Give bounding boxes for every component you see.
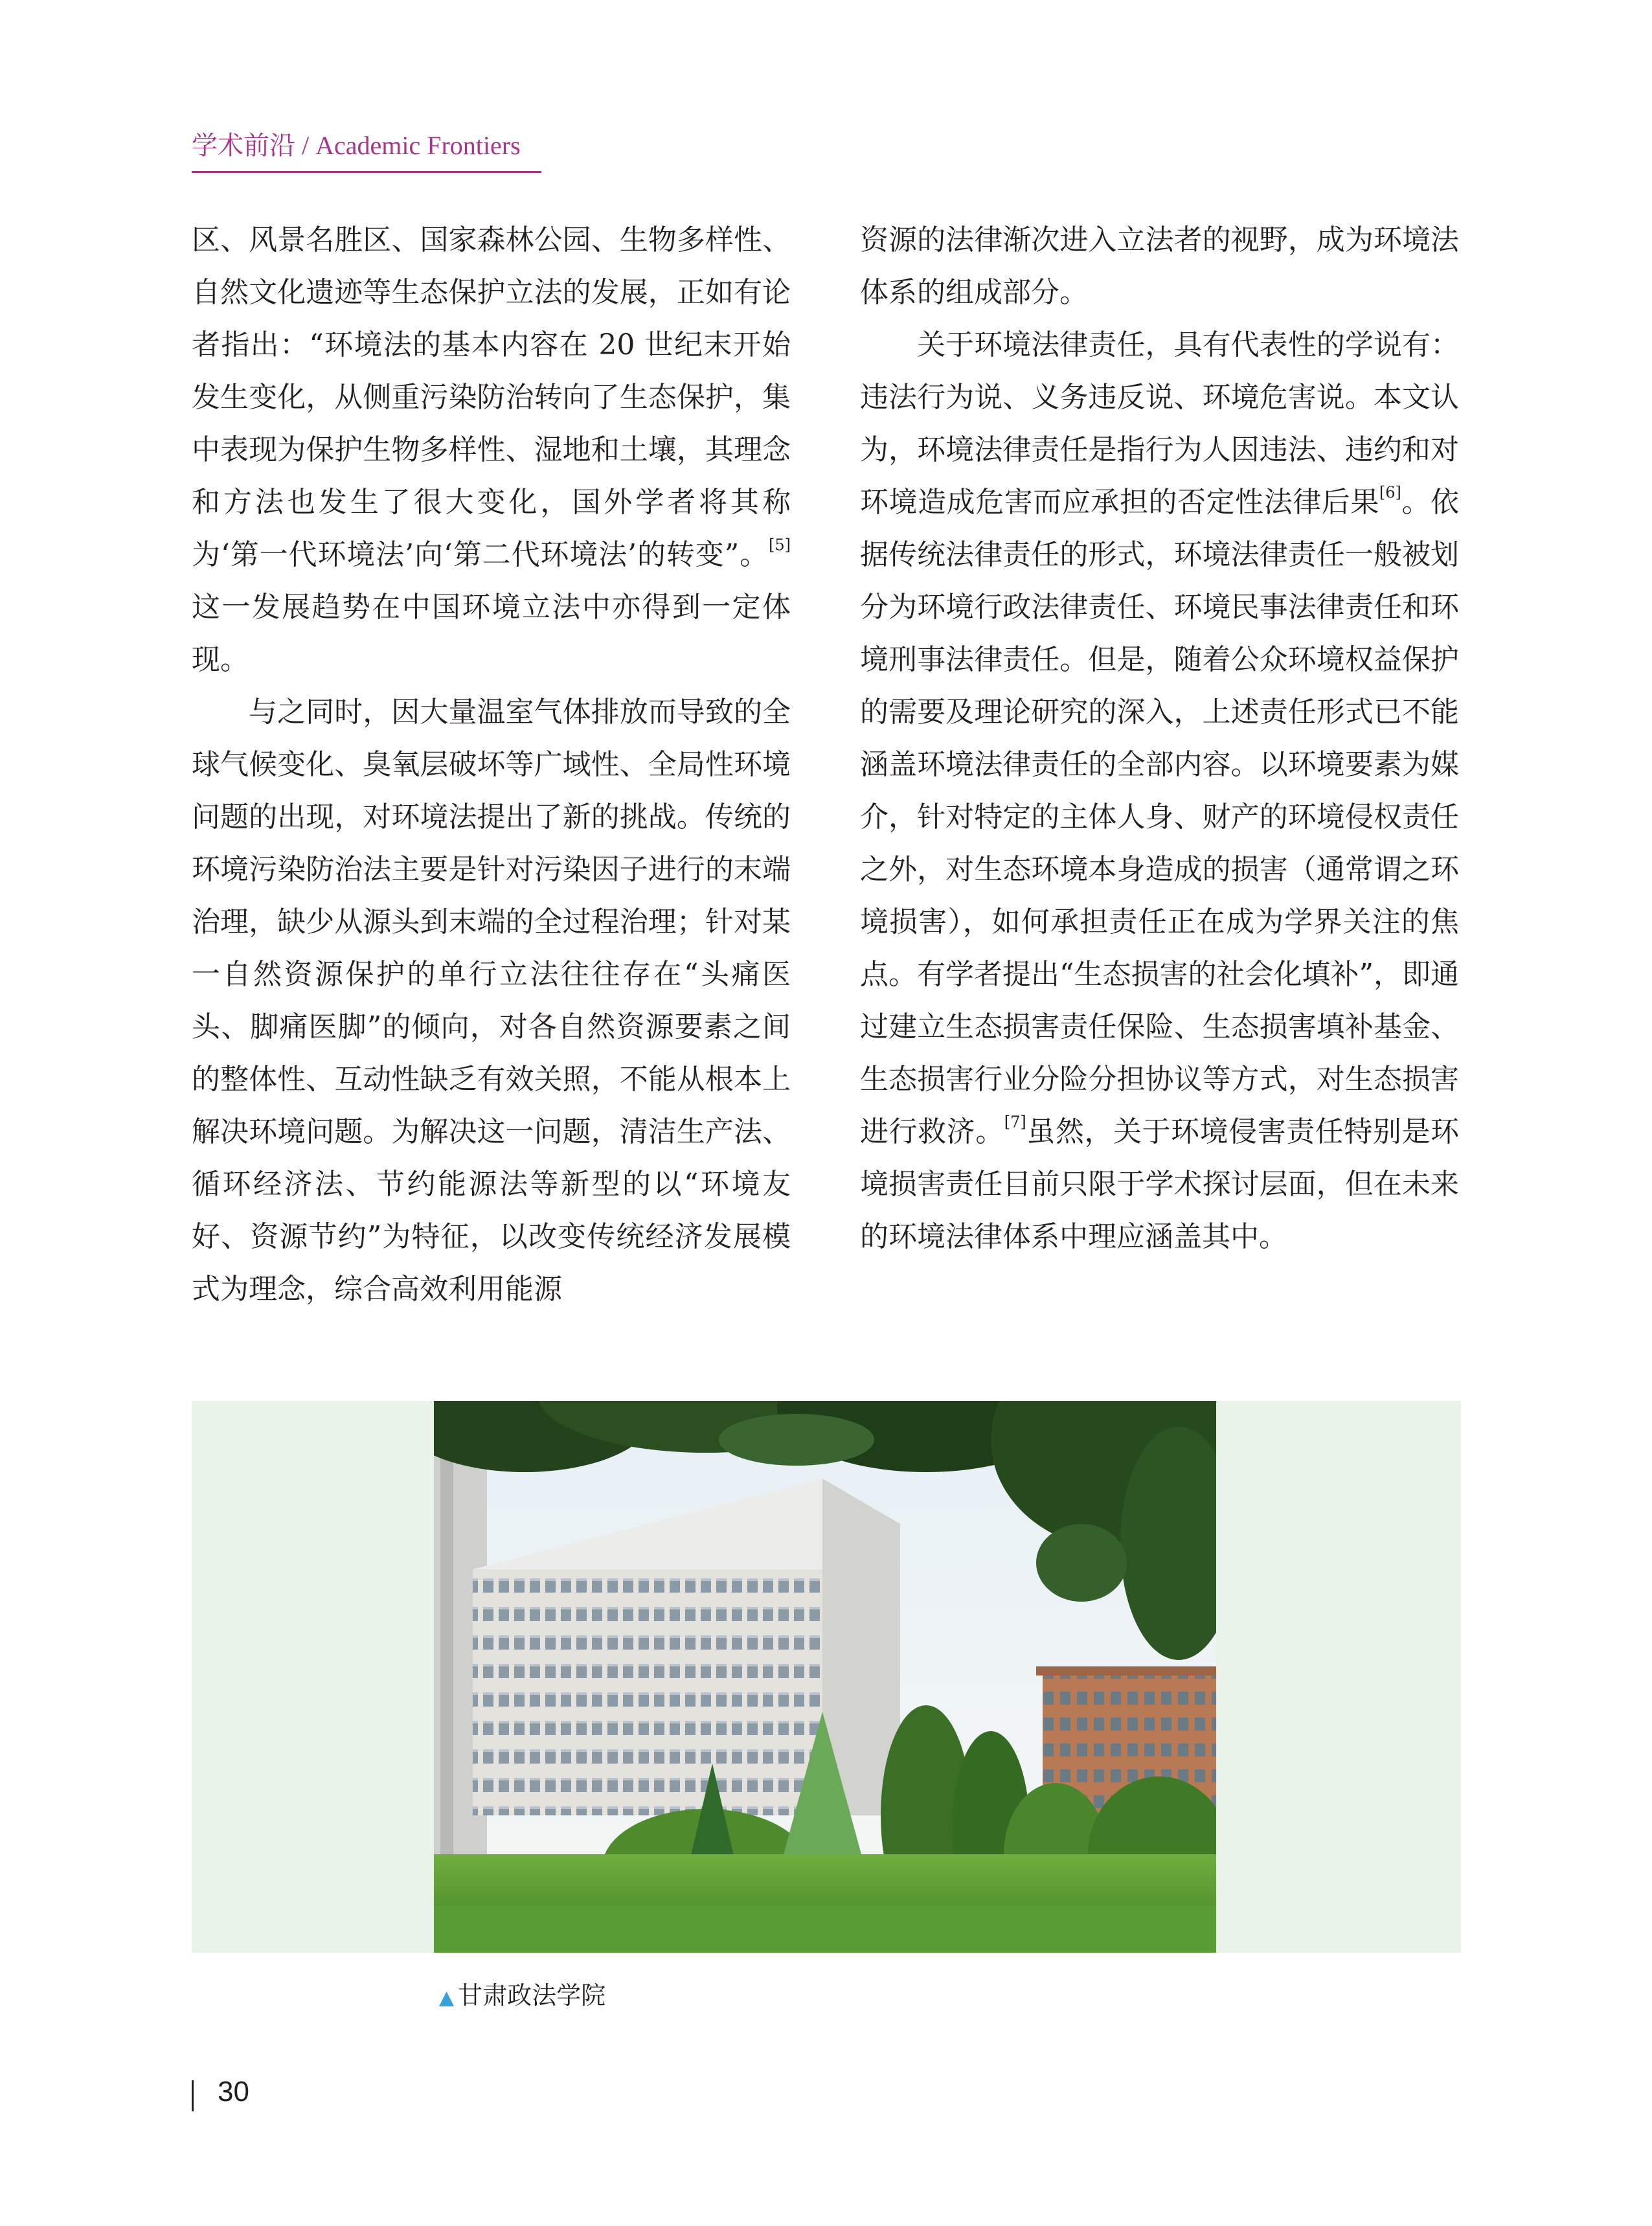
figure-caption — [439, 1975, 605, 2011]
left-paragraph-1-tail: 这一发展趋势在中国环境立法中亦得到一定体现。 — [192, 591, 791, 676]
page-number: 30 — [218, 2076, 249, 2107]
caption-triangle-icon: ▲ — [439, 1986, 455, 2009]
right-paragraph-2 — [860, 319, 1459, 1263]
caption-text: 甘肃政法学院 — [458, 1981, 606, 2010]
right-paragraph-1: 资源的法律渐次进入立法者的视野，成为环境法体系的组成部分。 — [860, 223, 1459, 309]
campus-photo — [434, 1401, 1216, 1953]
right-paragraph-2-tail: 虽然，关于环境侵害责任特别是环境损害责任目前只限于学术探讨层面，但在未来的环境法律体系中理应涵盖其中。 — [860, 1115, 1459, 1253]
left-paragraph-1-text: 区、风景名胜区、国家森林公园、生物多样性、自然文化遗迹等生态保护立法的发展，正如有论者指出：“环境法的基本内容在 20 世纪末开始发生变化，从侧重污染防治转向了生态保护，集中表现为保护生物多样性、湿地和土壤，其理念和方法也发生了很大变化，国外学者将其称为‘第一代环境法’向‘第二代环境法’的转变”。 — [192, 223, 791, 571]
left-paragraph-2: 与之同时，因大量温室气体排放而导致的全球气候变化、臭氧层破坏等广域性、全局性环境问题的出现，对环境法提出了新的挑战。传统的环境污染防治法主要是针对污染因子进行的末端治理，缺少从源头到末端的全过程治理；针对某一自然资源保护的单行立法往往存在“头痛医头、脚痛医脚”的倾向，对各自然资源要素之间的整体性、互动性缺乏有效关照，不能从根本上解决环境问题。为解决这一问题，清洁生产法、循环经济法、节约能源法等新型的以“环境友好、资源节约”为特征，以改变传统经济发展模式为理念，综合高效利用能源 — [192, 696, 791, 1306]
page-number-divider — [192, 2080, 194, 2111]
left-paragraph-1 — [192, 214, 791, 686]
right-column — [860, 214, 1459, 1263]
running-header: 学术前沿 / Academic Frontiers — [192, 125, 541, 173]
right-paragraph-2-text: 关于环境法律责任，具有代表性的学说有：违法行为说、义务违反说、环境危害说。本文认为，环境法律责任是指行为人因违法、违约和对环境造成危害而应承担的否定性法律后果 — [860, 328, 1459, 519]
citation-7: [7] — [1004, 1113, 1026, 1131]
citation-6: [6] — [1379, 483, 1401, 502]
citation-5: [5] — [769, 536, 791, 554]
right-paragraph-2-mid: 。依据传统法律责任的形式，环境法律责任一般被划分为环境行政法律责任、环境民事法律责任和环境刑事法律责任。但是，随着公众环境权益保护的需要及理论研究的深入，上述责任形式已不能涵盖环境法律责任的全部内容。以环境要素为媒介，针对特定的主体人身、财产的环境侵权责任之外，对生态环境本身造成的损害（通常谓之环境损害），如何承担责任正在成为学界关注的焦点。有学者提出“生态损害的社会化填补”，即通过建立生态损害责任保险、生态损害填补基金、生态损害行业分险分担协议等方式，对生态损害进行救济。 — [860, 486, 1460, 1148]
left-column — [192, 214, 791, 1315]
